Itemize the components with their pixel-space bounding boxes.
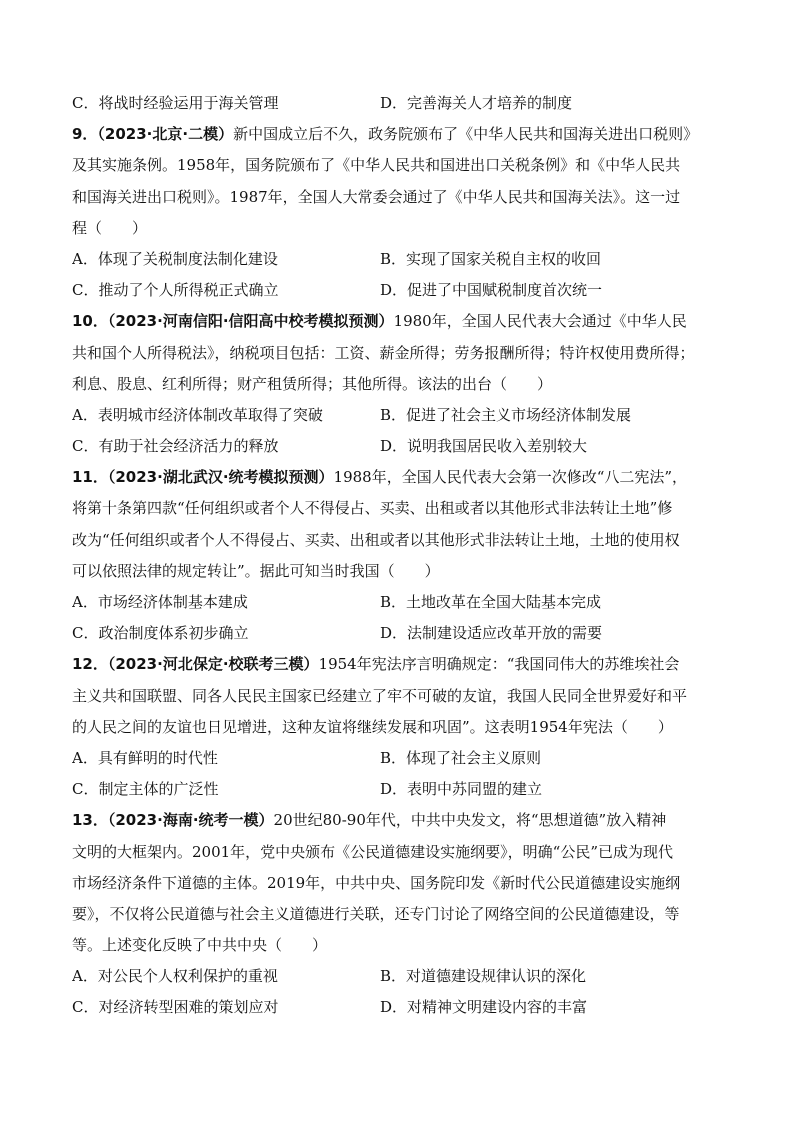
- carry-over-options: [72, 88, 730, 119]
- option-b: B．实现了国家关税自主权的收回: [380, 249, 602, 268]
- option-row: [72, 244, 730, 275]
- option-a: A．表明城市经济体制改革取得了突破: [72, 405, 323, 424]
- question-text: 的人民之间的友谊也日见增进，这种友谊将继续发展和巩固”。这表明1954年宪法（ ）: [72, 717, 673, 736]
- question-11: [72, 462, 730, 649]
- option-b: B．促进了社会主义市场经济体制发展: [380, 405, 632, 424]
- option-a: A．具有鲜明的时代性: [72, 748, 218, 767]
- option-c: C．对经济转型困难的策划应对: [72, 998, 279, 1017]
- question-stem-line: [72, 119, 730, 150]
- question-text: 程（ ）: [72, 218, 148, 237]
- option-row: [72, 275, 730, 306]
- question-number-source: 11．（2023·湖北武汉·统考模拟预测）: [72, 468, 334, 487]
- question-stem-line: [72, 306, 730, 337]
- option-row: [72, 774, 730, 805]
- option-c: C．将战时经验运用于海关管理: [72, 94, 279, 112]
- option-row: [72, 587, 730, 618]
- option-d: D．促进了中国赋税制度首次统一: [380, 281, 603, 300]
- question-text: 新中国成立后不久，政务院颁布了《中华人民共和国海关进出口税则》: [233, 125, 699, 144]
- option-row: [72, 743, 730, 774]
- option-c: C．政治制度体系初步确立: [72, 624, 249, 643]
- option-d: D．说明我国居民收入差别较大: [380, 437, 588, 456]
- option-d: D．对精神文明建设内容的丰富: [380, 998, 588, 1017]
- question-text: 等。上述变化反映了中共中央（ ）: [72, 936, 328, 955]
- exam-page: [72, 88, 730, 1024]
- option-d: D．完善海关人才培养的制度: [380, 94, 573, 112]
- question-number-source: 9．（2023·北京·二模）: [72, 125, 234, 144]
- question-text: 改为“任何组织或者个人不得侵占、买卖、出租或者以其他形式非法转让土地，土地的使用权: [72, 530, 680, 549]
- option-b: B．体现了社会主义原则: [380, 748, 542, 767]
- question-text: 市场经济条件下道德的主体。2019年，中共中央、国务院印发《新时代公民道德建设实施纲: [72, 873, 681, 892]
- question-text: 和国海关进出口税则》。1987年，全国人大常委会通过了《中华人民共和国海关法》。这一过: [72, 187, 681, 206]
- question-stem-line: [72, 805, 730, 836]
- question-text: 文明的大框架内。2001年，党中央颁布《公民道德建设实施纲要》，明确“公民”已成为现代: [72, 842, 674, 861]
- question-stem-line: [72, 649, 730, 680]
- option-c: C．制定主体的广泛性: [72, 780, 219, 799]
- question-text: 主义共和国联盟、同各人民民主国家已经建立了牢不可破的友谊，我国人民同全世界爱好和平: [72, 686, 688, 705]
- question-number-source: 12．（2023·河北保定·校联考三模）: [72, 655, 319, 674]
- question-13: [72, 805, 730, 1023]
- option-b: B．对道德建设规律认识的深化: [380, 967, 587, 986]
- question-text: 可以依照法律的规定转让”。据此可知当时我国（ ）: [72, 561, 440, 580]
- question-number-source: 13．（2023·海南·统考一模）: [72, 811, 274, 830]
- option-row: [72, 618, 730, 649]
- question-text: 1980年，全国人民代表大会通过《中华人民: [393, 312, 687, 331]
- question-number-source: 10．（2023·河南信阳·信阳高中校考模拟预测）: [72, 312, 394, 331]
- option-c: C．有助于社会经济活力的释放: [72, 437, 279, 456]
- option-b: B．土地改革在全国大陆基本完成: [380, 593, 602, 611]
- option-c: C．推动了个人所得税正式确立: [72, 281, 279, 300]
- option-d: D．表明中苏同盟的建立: [380, 780, 543, 799]
- option-row: [72, 992, 730, 1023]
- question-12: [72, 649, 730, 805]
- option-a: A．体现了关税制度法制化建设: [72, 249, 278, 268]
- question-text: 20世纪80-90年代，中共中央发文，将“思想道德”放入精神: [273, 811, 667, 830]
- question-text: 及其实施条例。1958年，国务院颁布了《中华人民共和国进出口关税条例》和《中华人民共: [72, 156, 681, 175]
- option-d: D．法制建设适应改革开放的需要: [380, 624, 603, 643]
- option-row: [72, 400, 730, 431]
- option-row: [72, 961, 730, 992]
- question-10: [72, 306, 730, 462]
- question-text: 共和国个人所得税法》，纳税项目包括：工资、薪金所得；劳务报酬所得；特许权使用费所得；: [72, 343, 695, 362]
- question-9: [72, 119, 730, 306]
- question-text: 利息、股息、红利所得；财产租赁所得；其他所得。该法的出台（ ）: [72, 374, 553, 393]
- question-text: 1988年，全国人民代表大会第一次修改“八二宪法”，: [333, 468, 688, 487]
- question-text: 将第十条第四款“任何组织或者个人不得侵占、买卖、出租或者以其他形式非法转让土地”修: [72, 499, 673, 518]
- question-stem-line: [72, 462, 730, 493]
- question-text: 1954年宪法序言明确规定：“我国同伟大的苏维埃社会: [318, 655, 680, 674]
- option-a: A．市场经济体制基本建成: [72, 593, 248, 611]
- option-a: A．对公民个人权利保护的重视: [72, 967, 278, 986]
- question-text: 要》，不仅将公民道德与社会主义道德进行关联，还专门讨论了网络空间的公民道德建设，等: [72, 904, 680, 923]
- option-row: [72, 431, 730, 462]
